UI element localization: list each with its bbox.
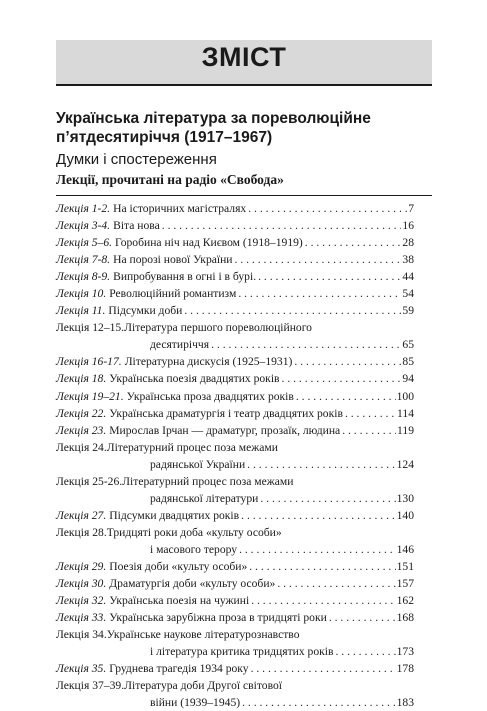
lecture-number: Лекція 35. [56,662,107,676]
page-number: 183 [396,696,414,710]
toc-entry-line [56,456,414,473]
page-number: 173 [396,645,414,659]
toc-entry-line [56,558,414,575]
entry-title: Літературний процес поза межами [122,474,294,488]
entry-title: Українська зарубіжна проза в тридцяті роки [109,611,327,625]
toc-entry[interactable] [56,592,414,609]
toc-entry-line [56,626,414,643]
page-number: 94 [402,372,414,386]
entry-title-continued: радянської літератури [150,491,259,505]
toc-entry[interactable] [56,200,414,217]
page-number: 54 [402,287,414,301]
dot-leader [251,592,395,609]
entry-title: Випробування в огні і в бурі. [113,270,257,284]
toc-entry-line [56,592,414,609]
toc-entry[interactable] [56,524,414,558]
entry-title: Українська драматургія і театр двадцятих років [109,406,343,420]
section-title-line-1: Українська література за пореволюційне [56,110,371,127]
toc-entry-line [56,217,414,234]
entry-title: Підсумки двадцятих років [109,508,240,522]
toc-entry[interactable] [56,422,414,439]
lecture-number: Лекція 5–6. [56,236,113,250]
header-rule [56,84,432,86]
page-number: 130 [396,491,414,505]
lecture-number: Лекція 16-17. [56,355,122,369]
toc-entry-line [56,422,414,439]
divider [56,195,432,196]
page-number: 168 [396,611,414,625]
toc-entry-line [56,694,414,711]
toc-entry-line [56,388,414,405]
toc-entry-line [56,473,414,490]
toc-entry-line [56,490,414,507]
lecture-number: Лекція 28. [56,525,107,539]
entry-title: Література першого пореволюційного [124,321,312,335]
dot-leader [345,405,396,422]
page-number: 100 [396,389,414,403]
dot-leader [282,370,402,387]
toc-entry-line [56,302,414,319]
dot-leader [305,234,402,251]
lecture-number: Лекція 7-8. [56,253,111,267]
entry-title: Літературний процес поза межами [106,440,278,454]
toc-entry-line [56,319,414,336]
dot-leader [277,575,395,592]
entry-title-continued: і література критика тридцятих років [150,645,334,659]
dot-leader [249,558,395,575]
toc-entry[interactable] [56,609,414,626]
entry-title: Українська поезія на чужині [109,594,250,608]
lecture-number: Лекція 22. [56,406,107,420]
dot-leader [162,217,402,234]
toc-entry[interactable] [56,388,414,405]
dot-leader [342,422,396,439]
dot-leader [260,490,395,507]
toc-entry[interactable] [56,319,414,353]
lecture-number: Лекція 27. [56,508,107,522]
dot-leader [238,285,401,302]
dot-leader [329,609,396,626]
entry-title-continued: радянської України [150,457,246,471]
toc-entry[interactable] [56,251,414,268]
page-number: 119 [397,423,414,437]
page-number: 16 [402,219,414,233]
dot-leader [335,643,395,660]
lecture-number: Лекція 33. [56,611,107,625]
lecture-number: Лекція 23. [56,423,107,437]
page-number: 146 [396,542,414,556]
dot-leader [239,541,396,558]
section-title-line-2: п’ятдесятиріччя (1917–1967) [56,129,273,146]
entry-title: Мирослав Ірчан — драматург, прозаїк, людина [109,423,341,437]
toc-entry[interactable] [56,660,414,677]
page-number: 65 [402,338,414,352]
entry-title: Літературна дискусія (1925–1931) [124,355,293,369]
entry-title: Література доби Другої світової [124,679,282,693]
section-subtitle: Думки і спостереження [56,151,217,168]
toc-entry[interactable] [56,370,414,387]
dot-leader [235,251,402,268]
lecture-number: Лекція 8-9. [56,270,111,284]
lecture-number: Лекція 37–39. [56,679,125,693]
toc-entry-line [56,234,414,251]
toc-entry[interactable] [56,558,414,575]
toc-list [56,200,414,711]
lecture-number: Лекція 10. [56,287,107,301]
page-number: 44 [402,270,414,284]
dot-leader [294,353,401,370]
page-number: 178 [396,662,414,676]
toc-entry[interactable] [56,217,414,234]
entry-title-continued: війни (1939–1945) [150,696,241,710]
dot-leader [242,694,396,711]
lecture-number: Лекція 32. [56,594,107,608]
toc-entry-line [56,405,414,422]
entry-title: Українська поезія двадцятих років [109,372,280,386]
entry-title: На порозі нової України [113,253,233,267]
lecture-number: Лекція 3-4. [56,219,111,233]
toc-entry[interactable] [56,268,414,285]
entry-title: Українська проза двадцятих років [126,389,294,403]
lecture-number: Лекція 12–15. [56,321,125,335]
page-number: 38 [402,253,414,267]
toc-entry-line [56,285,414,302]
section-title [56,109,436,147]
lecture-number: Лекція 25-26. [56,474,123,488]
toc-entry[interactable] [56,677,414,711]
entry-title-continued: десятиріччя [150,338,210,352]
toc-entry-line [56,268,414,285]
toc-entry-line [56,524,414,541]
page-number: 114 [397,406,414,420]
lecture-number: Лекція 18. [56,372,107,386]
entry-title: Українське наукове літературознавство [106,628,300,642]
toc-entry[interactable] [56,405,414,422]
entry-title: Віта нова [113,219,160,233]
toc-entry[interactable] [56,285,414,302]
page-number: 85 [402,355,414,369]
toc-entry-line [56,353,414,370]
section-note: Лекції, прочитані на радіо «Свобода» [56,172,284,187]
entry-title: Поезія доби «культу особи» [109,559,248,573]
page-title: ЗМІСТ [201,42,287,72]
page-number: 28 [402,236,414,250]
lecture-number: Лекція 19–21. [56,389,124,403]
dot-leader [184,302,401,319]
page-number: 124 [396,457,414,471]
toc-entry-line [56,677,414,694]
entry-title-continued: і масового терору [150,542,238,556]
toc-entry[interactable] [56,626,414,660]
toc-entry[interactable] [56,473,414,507]
lecture-number: Лекція 34. [56,628,107,642]
toc-entry[interactable] [56,302,414,319]
lecture-number: Лекція 30. [56,577,107,591]
lecture-number: Лекція 1-2. [56,202,111,215]
toc-entry-line [56,575,414,592]
dot-leader [258,268,401,285]
toc-entry-line [56,643,414,660]
dot-leader [211,336,401,353]
dot-leader [247,456,395,473]
toc-entry[interactable] [56,439,414,473]
page-number: 162 [396,594,414,608]
dot-leader [241,507,395,524]
toc-entry-line [56,336,414,353]
entry-title: Груднева трагедія 1934 року [109,662,249,676]
entry-title: Драматургія доби «культу особи» [109,577,276,591]
toc-entry[interactable] [56,353,414,370]
page-number: 59 [402,304,414,318]
page-number: 157 [396,577,414,591]
toc-entry[interactable] [56,575,414,592]
toc-entry-line [56,251,414,268]
toc-entry-line [56,507,414,524]
entry-title: Тридцяті роки доба «культу особи» [106,525,282,539]
toc-entry-line [56,439,414,456]
entry-title: На історичних магістралях [113,202,247,215]
toc-entry-line [56,200,414,217]
toc-entry-line [56,370,414,387]
lecture-number: Лекція 29. [56,559,107,573]
page-number: 140 [396,508,414,522]
page-number: 151 [396,559,414,573]
toc-entry[interactable] [56,507,414,524]
dot-leader [296,388,396,405]
entry-title: Революційний романтизм [109,287,237,301]
entry-title: Горобина ніч над Києвом (1918–1919) [115,236,303,250]
dot-leader [251,660,396,677]
toc-entry-line [56,541,414,558]
lecture-number: Лекція 24. [56,440,107,454]
toc-entry-line [56,609,414,626]
toc-entry-line [56,660,414,677]
page-number: 7 [408,202,414,215]
lecture-number: Лекція 11. [56,304,106,318]
entry-title: Підсумки доби [108,304,183,318]
toc-entry[interactable] [56,234,414,251]
dot-leader [248,200,407,217]
